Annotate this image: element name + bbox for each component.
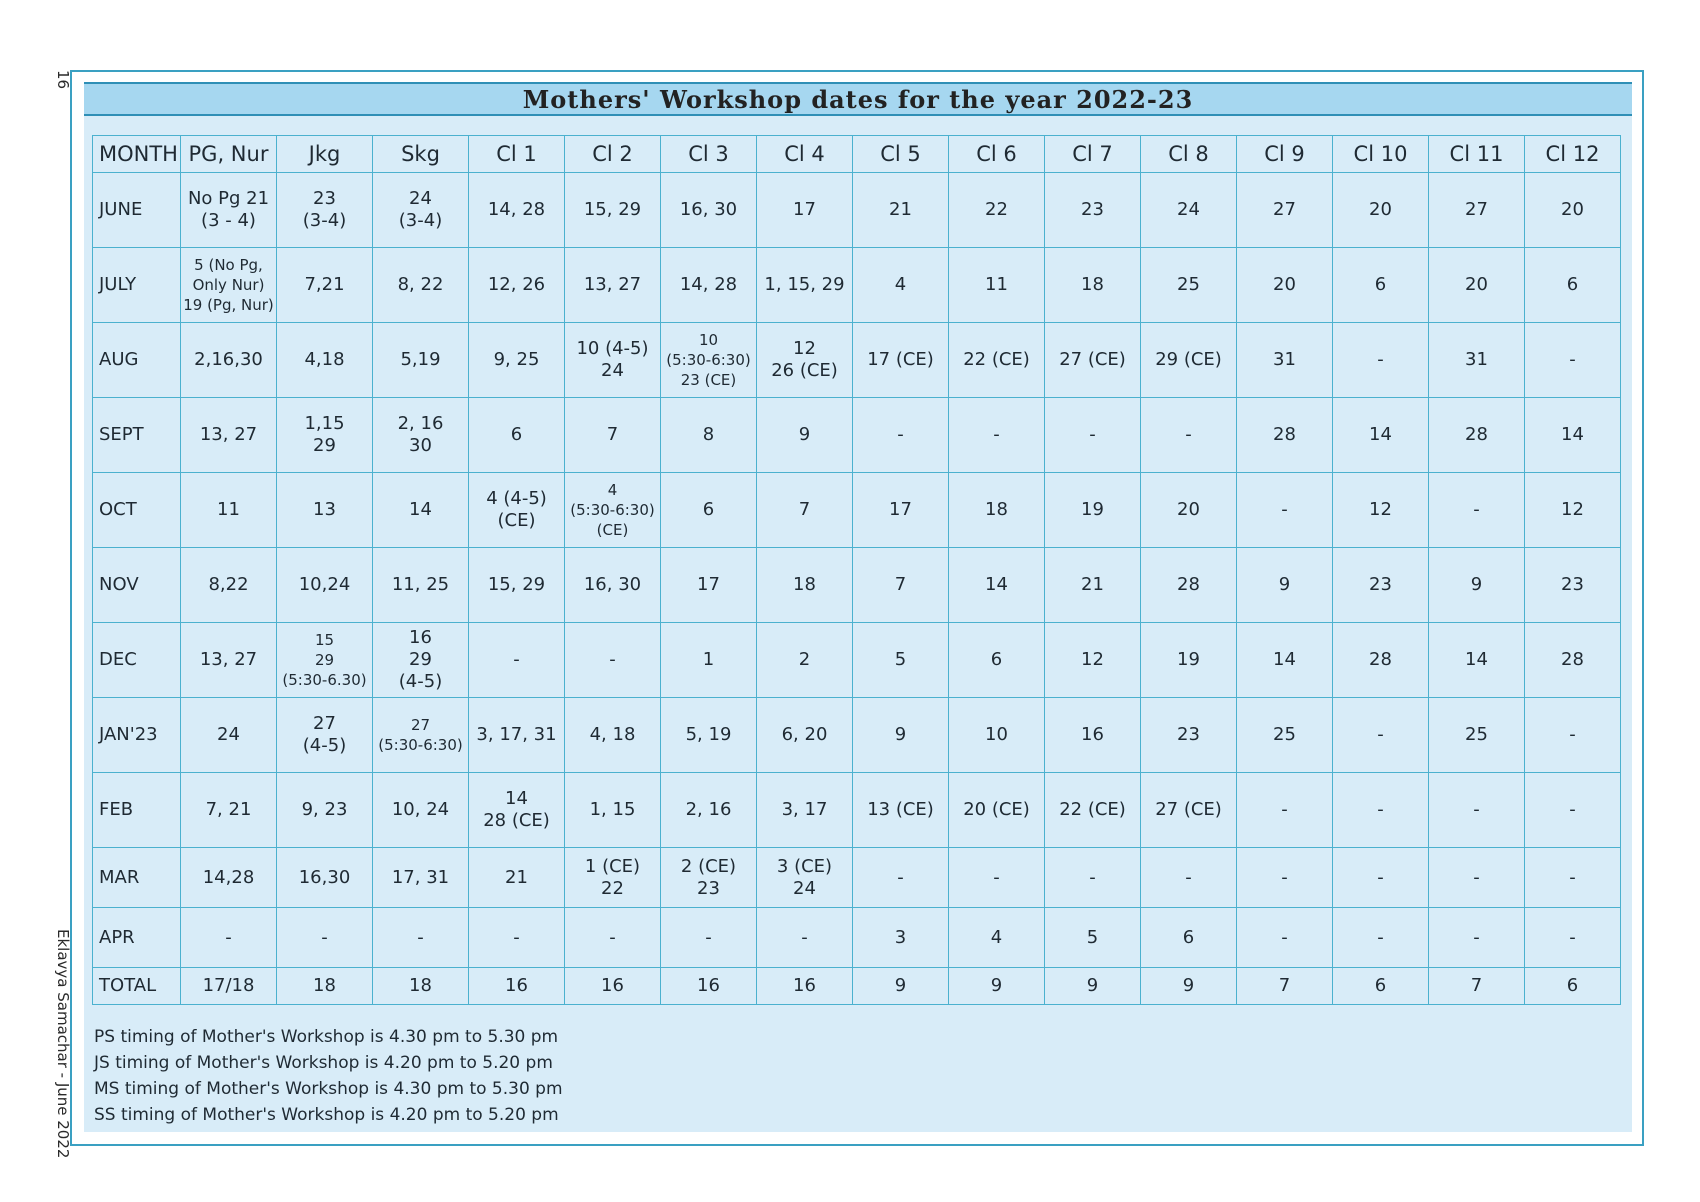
- timing-notes: [94, 1024, 563, 1128]
- date-cell: 16, 30: [661, 173, 757, 248]
- date-cell: 17: [661, 548, 757, 623]
- date-cell: -: [1525, 908, 1621, 968]
- date-cell: 16 29 (4-5): [373, 623, 469, 698]
- date-cell: 14: [1525, 398, 1621, 473]
- date-cell: 9: [949, 968, 1045, 1005]
- date-cell: 2 (CE) 23: [661, 848, 757, 908]
- table-row: [93, 968, 1621, 1005]
- note-line: SS timing of Mother's Workshop is 4.20 pm to 5.20 pm: [94, 1105, 559, 1125]
- date-cell: -: [757, 908, 853, 968]
- date-cell: -: [1429, 848, 1525, 908]
- date-cell: 23: [1525, 548, 1621, 623]
- column-header: Cl 10: [1333, 136, 1429, 173]
- date-cell: -: [1429, 908, 1525, 968]
- date-cell: 7: [565, 398, 661, 473]
- date-cell: -: [1525, 323, 1621, 398]
- date-cell: 9: [757, 398, 853, 473]
- date-cell: 10,24: [277, 548, 373, 623]
- date-cell: 6, 20: [757, 698, 853, 773]
- date-cell: 14: [949, 548, 1045, 623]
- date-cell: 3 (CE) 24: [757, 848, 853, 908]
- date-cell: 9: [1237, 548, 1333, 623]
- date-cell: 21: [469, 848, 565, 908]
- date-cell: -: [1333, 323, 1429, 398]
- date-cell: 15, 29: [469, 548, 565, 623]
- date-cell: -: [1237, 908, 1333, 968]
- date-cell: 2: [757, 623, 853, 698]
- date-cell: 17: [757, 173, 853, 248]
- column-header: Cl 12: [1525, 136, 1621, 173]
- column-header: Cl 11: [1429, 136, 1525, 173]
- month-cell: APR: [93, 908, 181, 968]
- date-cell: 18: [1045, 248, 1141, 323]
- date-cell: -: [853, 398, 949, 473]
- date-cell: 10 (4-5) 24: [565, 323, 661, 398]
- date-cell: -: [1333, 908, 1429, 968]
- date-cell: 27 (5:30-6:30): [373, 698, 469, 773]
- table-row: [93, 848, 1621, 908]
- column-header: Cl 2: [565, 136, 661, 173]
- column-header: Skg: [373, 136, 469, 173]
- date-cell: 6: [949, 623, 1045, 698]
- date-cell: 6: [1333, 248, 1429, 323]
- date-cell: 14: [1333, 398, 1429, 473]
- date-cell: 24 (3-4): [373, 173, 469, 248]
- date-cell: -: [1045, 398, 1141, 473]
- date-cell: 3, 17: [757, 773, 853, 848]
- page-number: 16: [54, 70, 72, 90]
- date-cell: 27 (CE): [1141, 773, 1237, 848]
- date-cell: 28: [1333, 623, 1429, 698]
- date-cell: 4,18: [277, 323, 373, 398]
- date-cell: 20: [1141, 473, 1237, 548]
- date-cell: 23: [1045, 173, 1141, 248]
- table-row: [93, 698, 1621, 773]
- date-cell: -: [1333, 773, 1429, 848]
- date-cell: -: [1237, 773, 1333, 848]
- date-cell: -: [949, 848, 1045, 908]
- date-cell: -: [1525, 773, 1621, 848]
- month-cell: SEPT: [93, 398, 181, 473]
- date-cell: 7: [757, 473, 853, 548]
- date-cell: 16: [757, 968, 853, 1005]
- date-cell: 29 (CE): [1141, 323, 1237, 398]
- date-cell: 9: [853, 698, 949, 773]
- date-cell: 1: [661, 623, 757, 698]
- date-cell: 17: [853, 473, 949, 548]
- date-cell: 8, 22: [373, 248, 469, 323]
- date-cell: 4: [853, 248, 949, 323]
- date-cell: 6: [1141, 908, 1237, 968]
- month-cell: AUG: [93, 323, 181, 398]
- date-cell: -: [661, 908, 757, 968]
- note-line: PS timing of Mother's Workshop is 4.30 pm to 5.30 pm: [94, 1027, 559, 1047]
- table-row: [93, 398, 1621, 473]
- table-row: [93, 248, 1621, 323]
- date-cell: -: [949, 398, 1045, 473]
- date-cell: 11: [949, 248, 1045, 323]
- date-cell: -: [469, 908, 565, 968]
- date-cell: 18: [373, 968, 469, 1005]
- date-cell: 2, 16: [661, 773, 757, 848]
- month-cell: JUNE: [93, 173, 181, 248]
- date-cell: 8,22: [181, 548, 277, 623]
- date-cell: 12 26 (CE): [757, 323, 853, 398]
- date-cell: 10: [949, 698, 1045, 773]
- page-title: Mothers' Workshop dates for the year 2022-23: [84, 82, 1632, 116]
- date-cell: -: [565, 623, 661, 698]
- date-cell: 14, 28: [469, 173, 565, 248]
- date-cell: 10 (5:30-6:30) 23 (CE): [661, 323, 757, 398]
- table-row: [93, 773, 1621, 848]
- column-header: Cl 9: [1237, 136, 1333, 173]
- date-cell: 13: [277, 473, 373, 548]
- table-header-row: [93, 136, 1621, 173]
- date-cell: 6: [1525, 248, 1621, 323]
- table-row: [93, 323, 1621, 398]
- date-cell: 31: [1237, 323, 1333, 398]
- date-cell: 21: [1045, 548, 1141, 623]
- date-cell: 18: [277, 968, 373, 1005]
- date-cell: 20: [1429, 248, 1525, 323]
- date-cell: 9: [1045, 968, 1141, 1005]
- date-cell: 14 28 (CE): [469, 773, 565, 848]
- date-cell: 5,19: [373, 323, 469, 398]
- date-cell: 9: [853, 968, 949, 1005]
- date-cell: 15 29 (5:30-6.30): [277, 623, 373, 698]
- date-cell: 16,30: [277, 848, 373, 908]
- date-cell: 1,15 29: [277, 398, 373, 473]
- date-cell: 16: [469, 968, 565, 1005]
- month-cell: DEC: [93, 623, 181, 698]
- date-cell: -: [277, 908, 373, 968]
- date-cell: 28: [1237, 398, 1333, 473]
- date-cell: 28: [1141, 548, 1237, 623]
- date-cell: 4 (5:30-6:30) (CE): [565, 473, 661, 548]
- date-cell: -: [1333, 698, 1429, 773]
- date-cell: 20: [1525, 173, 1621, 248]
- date-cell: -: [181, 908, 277, 968]
- date-cell: -: [1045, 848, 1141, 908]
- table-row: [93, 908, 1621, 968]
- date-cell: 3: [853, 908, 949, 968]
- date-cell: 12: [1525, 473, 1621, 548]
- table-row: [93, 623, 1621, 698]
- date-cell: 27 (CE): [1045, 323, 1141, 398]
- date-cell: -: [1237, 473, 1333, 548]
- date-cell: 18: [757, 548, 853, 623]
- date-cell: 14: [1429, 623, 1525, 698]
- date-cell: -: [1429, 773, 1525, 848]
- month-cell: MAR: [93, 848, 181, 908]
- date-cell: 5, 19: [661, 698, 757, 773]
- date-cell: 13, 27: [565, 248, 661, 323]
- date-cell: 5: [1045, 908, 1141, 968]
- date-cell: 22 (CE): [1045, 773, 1141, 848]
- date-cell: 3, 17, 31: [469, 698, 565, 773]
- date-cell: 10, 24: [373, 773, 469, 848]
- date-cell: 16: [1045, 698, 1141, 773]
- date-cell: 15, 29: [565, 173, 661, 248]
- table-row: [93, 548, 1621, 623]
- date-cell: -: [1525, 698, 1621, 773]
- date-cell: 27 (4-5): [277, 698, 373, 773]
- table-row: [93, 473, 1621, 548]
- date-cell: -: [1429, 473, 1525, 548]
- date-cell: 2,16,30: [181, 323, 277, 398]
- date-cell: 17/18: [181, 968, 277, 1005]
- date-cell: 7,21: [277, 248, 373, 323]
- date-cell: -: [853, 848, 949, 908]
- date-cell: 7: [853, 548, 949, 623]
- date-cell: 7, 21: [181, 773, 277, 848]
- date-cell: 6: [469, 398, 565, 473]
- column-header: Jkg: [277, 136, 373, 173]
- month-cell: TOTAL: [93, 968, 181, 1005]
- date-cell: 14,28: [181, 848, 277, 908]
- date-cell: 16, 30: [565, 548, 661, 623]
- date-cell: 11, 25: [373, 548, 469, 623]
- date-cell: 12: [1045, 623, 1141, 698]
- date-cell: 17, 31: [373, 848, 469, 908]
- month-cell: FEB: [93, 773, 181, 848]
- date-cell: 6: [1525, 968, 1621, 1005]
- column-header: Cl 5: [853, 136, 949, 173]
- date-cell: 19: [1141, 623, 1237, 698]
- date-cell: 31: [1429, 323, 1525, 398]
- date-cell: 21: [853, 173, 949, 248]
- column-header: Cl 6: [949, 136, 1045, 173]
- date-cell: -: [1141, 848, 1237, 908]
- date-cell: 11: [181, 473, 277, 548]
- date-cell: 12, 26: [469, 248, 565, 323]
- date-cell: 9, 25: [469, 323, 565, 398]
- month-cell: NOV: [93, 548, 181, 623]
- date-cell: 24: [1141, 173, 1237, 248]
- date-cell: -: [373, 908, 469, 968]
- date-cell: 23: [1333, 548, 1429, 623]
- date-cell: 4: [949, 908, 1045, 968]
- date-cell: 20 (CE): [949, 773, 1045, 848]
- date-cell: 28: [1429, 398, 1525, 473]
- date-cell: 7: [1429, 968, 1525, 1005]
- column-header: Cl 3: [661, 136, 757, 173]
- date-cell: 13 (CE): [853, 773, 949, 848]
- date-cell: 12: [1333, 473, 1429, 548]
- date-cell: 9: [1429, 548, 1525, 623]
- date-cell: 20: [1333, 173, 1429, 248]
- date-cell: -: [1525, 848, 1621, 908]
- date-cell: -: [1333, 848, 1429, 908]
- date-cell: 23 (3-4): [277, 173, 373, 248]
- column-header: PG, Nur: [181, 136, 277, 173]
- date-cell: 1, 15: [565, 773, 661, 848]
- date-cell: 23: [1141, 698, 1237, 773]
- column-header: Cl 4: [757, 136, 853, 173]
- date-cell: 19: [1045, 473, 1141, 548]
- column-header: Cl 8: [1141, 136, 1237, 173]
- date-cell: 1 (CE) 22: [565, 848, 661, 908]
- date-cell: 25: [1429, 698, 1525, 773]
- date-cell: 24: [181, 698, 277, 773]
- workshop-schedule-table: [92, 135, 1621, 1005]
- date-cell: 6: [1333, 968, 1429, 1005]
- date-cell: 9: [1141, 968, 1237, 1005]
- date-cell: 2, 16 30: [373, 398, 469, 473]
- date-cell: 4, 18: [565, 698, 661, 773]
- date-cell: 13, 27: [181, 398, 277, 473]
- note-line: JS timing of Mother's Workshop is 4.20 pm to 5.20 pm: [94, 1053, 553, 1073]
- month-cell: JULY: [93, 248, 181, 323]
- date-cell: 28: [1525, 623, 1621, 698]
- table-row: [93, 173, 1621, 248]
- date-cell: 5 (No Pg, Only Nur) 19 (Pg, Nur): [181, 248, 277, 323]
- column-header: Cl 1: [469, 136, 565, 173]
- date-cell: 25: [1237, 698, 1333, 773]
- date-cell: 27: [1429, 173, 1525, 248]
- date-cell: 14, 28: [661, 248, 757, 323]
- date-cell: -: [1141, 398, 1237, 473]
- publication-footer: Eklavya Samachar - June 2022: [54, 929, 72, 1159]
- date-cell: -: [1237, 848, 1333, 908]
- date-cell: 18: [949, 473, 1045, 548]
- column-header: MONTH: [93, 136, 181, 173]
- date-cell: 9, 23: [277, 773, 373, 848]
- date-cell: 5: [853, 623, 949, 698]
- date-cell: 25: [1141, 248, 1237, 323]
- date-cell: -: [565, 908, 661, 968]
- date-cell: 13, 27: [181, 623, 277, 698]
- date-cell: 1, 15, 29: [757, 248, 853, 323]
- date-cell: 17 (CE): [853, 323, 949, 398]
- date-cell: 22: [949, 173, 1045, 248]
- date-cell: 27: [1237, 173, 1333, 248]
- date-cell: 14: [373, 473, 469, 548]
- date-cell: 7: [1237, 968, 1333, 1005]
- month-cell: OCT: [93, 473, 181, 548]
- date-cell: 4 (4-5) (CE): [469, 473, 565, 548]
- date-cell: -: [469, 623, 565, 698]
- date-cell: 8: [661, 398, 757, 473]
- date-cell: 22 (CE): [949, 323, 1045, 398]
- date-cell: No Pg 21 (3 - 4): [181, 173, 277, 248]
- date-cell: 16: [565, 968, 661, 1005]
- date-cell: 16: [661, 968, 757, 1005]
- column-header: Cl 7: [1045, 136, 1141, 173]
- date-cell: 20: [1237, 248, 1333, 323]
- month-cell: JAN'23: [93, 698, 181, 773]
- date-cell: 6: [661, 473, 757, 548]
- note-line: MS timing of Mother's Workshop is 4.30 pm to 5.30 pm: [94, 1079, 563, 1099]
- date-cell: 14: [1237, 623, 1333, 698]
